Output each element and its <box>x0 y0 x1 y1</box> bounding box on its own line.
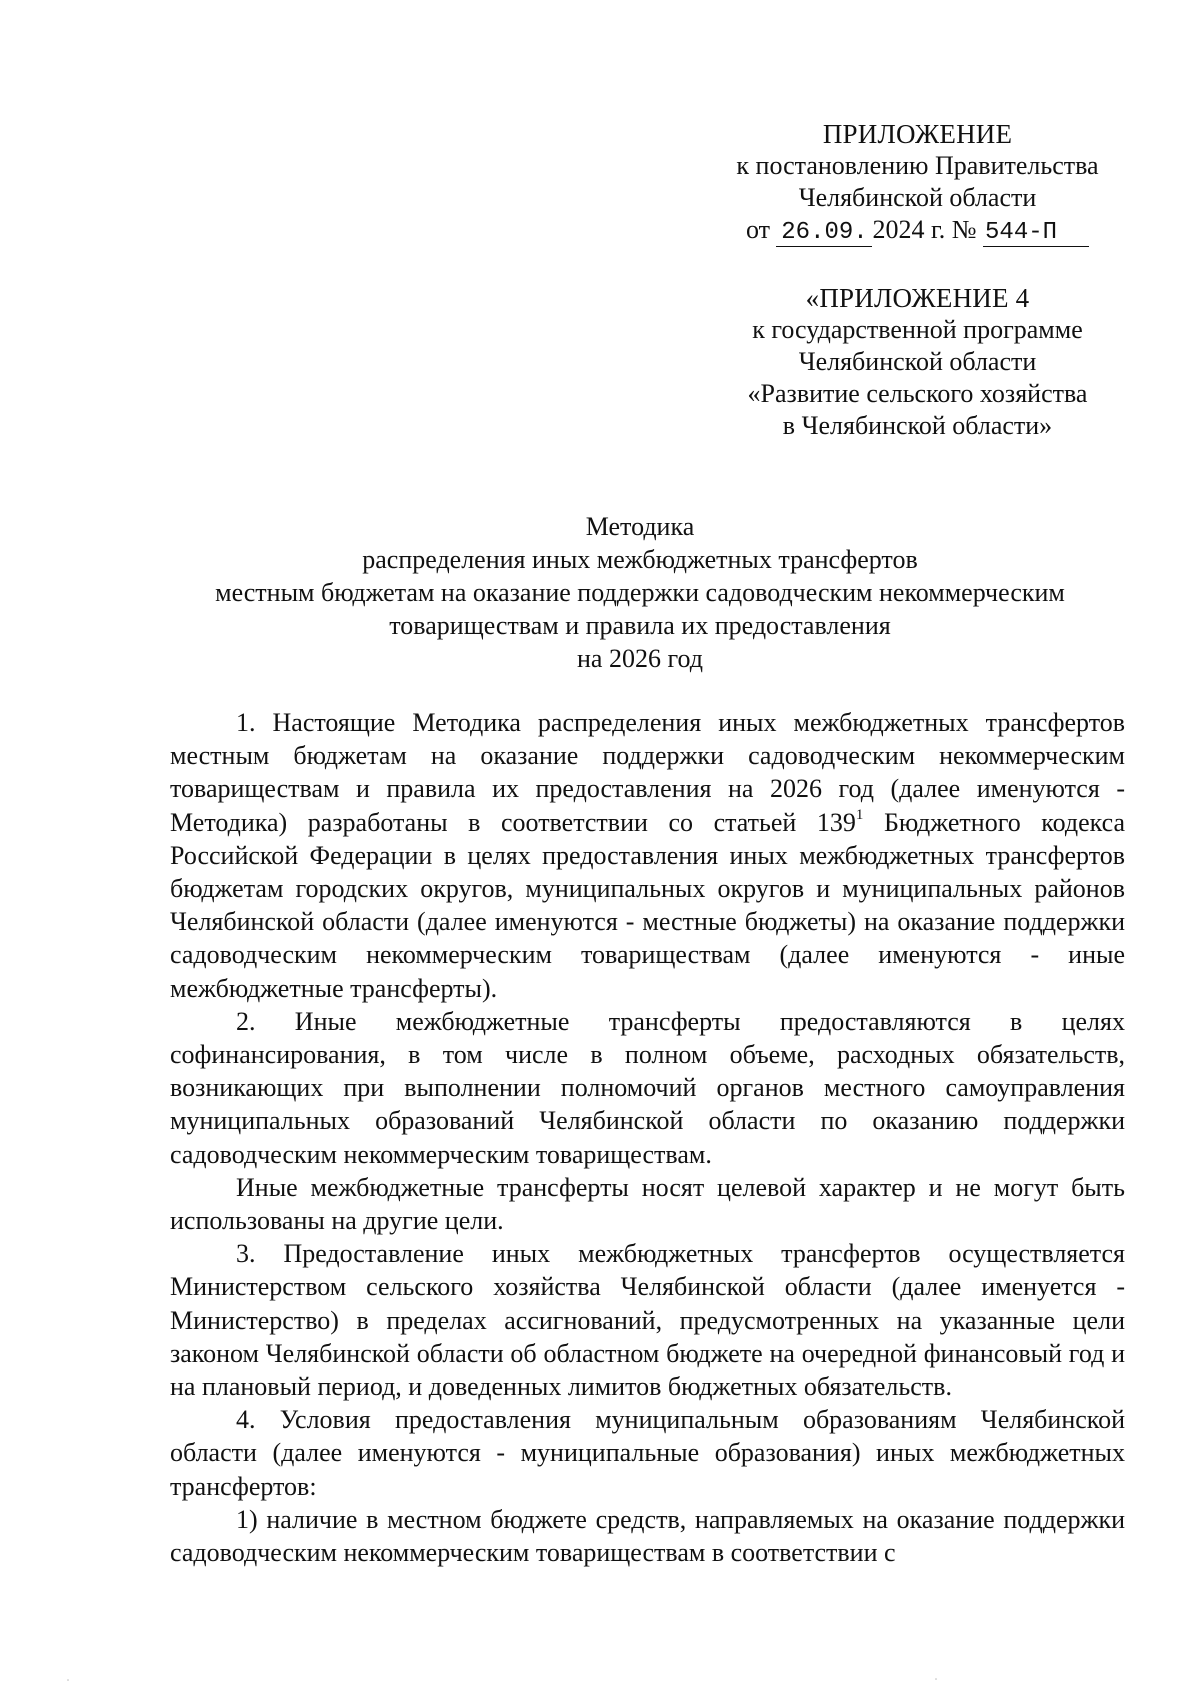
appendix4-header <box>700 282 1135 442</box>
appendix4-title: «ПРИЛОЖЕНИЕ 4 <box>805 283 1030 313</box>
date-year: 2024 г. № <box>872 215 977 244</box>
method-title-line: Методика <box>585 512 695 541</box>
method-title <box>160 510 1120 675</box>
method-title-line: товариществам и правила их предоставления <box>389 611 891 640</box>
paragraph-1-text-a: 1. Настоящие Методика распределения иных межбюджетных трансфертов местным бюджетам на оказание поддержки садоводческим некоммерческим товариществам и правила их предоставления на 2026 год (далее именуются - Методика) разработаны в соответствии со статьей 139 <box>170 708 1125 837</box>
method-title-line: распределения иных межбюджетных трансфертов <box>362 545 918 574</box>
appendix4-line: в Челябинской области» <box>782 411 1053 440</box>
date-field: 26.09. <box>776 220 872 247</box>
method-title-line: местным бюджетам на оказание поддержки садоводческим некоммерческим <box>215 578 1065 607</box>
appendix-line: к постановлению Правительства <box>736 151 1099 180</box>
paragraph-1 <box>170 706 1125 1005</box>
paragraph-1-text-b: Бюджетного кодекса Российской Федерации в целях предоставления иных межбюджетных трансфертов бюджетам городских округов, муниципальных округов и муниципальных районов Челябинской области (далее именуются - местные бюджеты) на оказание поддержки садоводческим некоммерческим товариществам (далее именуются - иные межбюджетные трансферты). <box>170 807 1125 1003</box>
article-superscript: 1 <box>855 806 864 823</box>
appendix4-line: к государственной программе <box>752 315 1083 344</box>
appendix4-line: «Развитие сельского хозяйства <box>747 379 1088 408</box>
scan-specks-svg <box>0 1675 1200 1685</box>
appendix-line: Челябинской области <box>798 183 1037 212</box>
paragraph-3: 3. Предоставление иных межбюджетных трансфертов осуществляется Министерством сельского хозяйства Челябинской области (далее именуется - Министерство) в пределах ассигнований, предусмотренных на указанные цели законом Челябинской области об областном бюджете на очередной финансовый год и на плановый период, и доведенных лимитов бюджетных обязательств. <box>170 1239 1125 1402</box>
paragraph-2: 2. Иные межбюджетные трансферты предоставляются в целях софинансирования, в том числе в полном объеме, расходных обязательств, возникающих при выполнении полномочий органов местного самоуправления муниципальных образований Челябинской области по оказанию поддержки садоводческим некоммерческим товариществам. <box>170 1006 1125 1169</box>
scan-specks <box>0 1672 1200 1682</box>
date-prefix: от <box>745 215 770 244</box>
paragraph-4-1: 1) наличие в местном бюджете средств, направляемых на оказание поддержки садоводческим некоммерческим товариществам в соответствии с <box>170 1504 1125 1568</box>
appendix-date-line <box>700 214 1135 247</box>
method-title-line: на 2026 год <box>577 644 703 673</box>
document-body <box>170 706 1125 1569</box>
paragraph-2b: Иные межбюджетные трансферты носят целевой характер и не могут быть использованы на другие цели. <box>170 1172 1125 1236</box>
appendix4-line: Челябинской области <box>798 347 1037 376</box>
number-field: 544-П <box>983 220 1089 247</box>
paragraph-4: 4. Условия предоставления муниципальным образованиям Челябинской области (далее именуются - муниципальные образования) иных межбюджетных трансфертов: <box>170 1405 1125 1501</box>
appendix-header <box>700 118 1135 247</box>
appendix-title: ПРИЛОЖЕНИЕ <box>822 119 1013 149</box>
